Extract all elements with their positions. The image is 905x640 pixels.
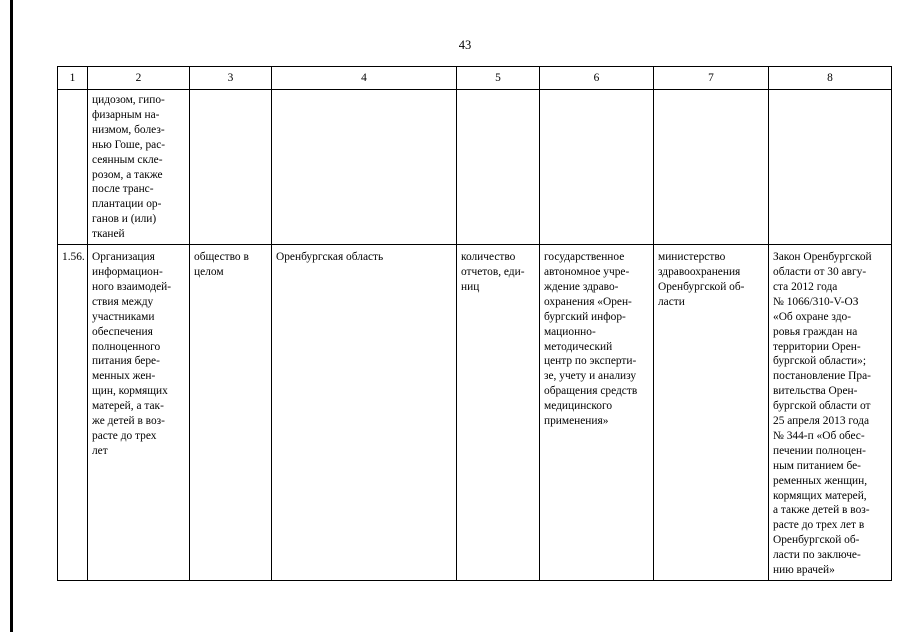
column-number-7: 7: [654, 67, 769, 90]
document-table: [57, 66, 892, 581]
responsible-body-cell: министерство здравоохранения Оренбургской об- ласти: [654, 245, 769, 581]
table-row-1-56: [58, 245, 892, 581]
executor-cell: государственное автономное учре- ждение здраво- охранения «Орен- бургский инфор- мационно- методический центр по эксперти- зе, учету и анализу обращения средств медицинского применения»: [540, 245, 654, 581]
executor-cell: [540, 90, 654, 245]
column-number-5: 5: [457, 67, 540, 90]
page-number: 43: [458, 38, 472, 52]
legal-basis-cell: [769, 90, 892, 245]
responsible-body-cell: [654, 90, 769, 245]
indicator-cell: [457, 90, 540, 245]
column-number-6: 6: [540, 67, 654, 90]
column-number-header-row: [58, 67, 892, 90]
row-number-cell: 1.56.: [58, 245, 88, 581]
column-number-8: 8: [769, 67, 892, 90]
target-group-cell: [190, 90, 272, 245]
territory-cell: Оренбургская область: [272, 245, 457, 581]
event-name-cell: цидозом, гипо- физарным на- низмом, болез- нью Гоше, рас- сеянным скле- розом, а также после транс- плантации ор- ганов и (или) тканей: [88, 90, 190, 245]
event-name-cell: Организация информацион- ного взаимодей- ствия между участниками обеспечения полноценного питания бере- менных жен- щин, кормящих матерей, а так- же детей в воз- расте до трех лет: [88, 245, 190, 581]
target-group-cell: общество в целом: [190, 245, 272, 581]
column-number-2: 2: [88, 67, 190, 90]
column-number-1: 1: [58, 67, 88, 90]
page-binding-edge: [10, 0, 13, 632]
territory-cell: [272, 90, 457, 245]
table-row-continuation: [58, 90, 892, 245]
row-number-cell: [58, 90, 88, 245]
indicator-cell: количество отчетов, еди- ниц: [457, 245, 540, 581]
column-number-4: 4: [272, 67, 457, 90]
legal-basis-cell: Закон Оренбургской области от 30 авгу- ста 2012 года № 1066/310-V-ОЗ «Об охране здо- ровья граждан на территории Орен- бургской области»; постановление Пра- вительства Орен- бургской области от 25 апреля 2013 года № 344-п «Об обес- печении полноцен- ным питанием бе- ременных женщин, кормящих матерей, а также детей в воз- расте до трех лет в Оренбургской об- ласти по заключе- нию врачей»: [769, 245, 892, 581]
column-number-3: 3: [190, 67, 272, 90]
